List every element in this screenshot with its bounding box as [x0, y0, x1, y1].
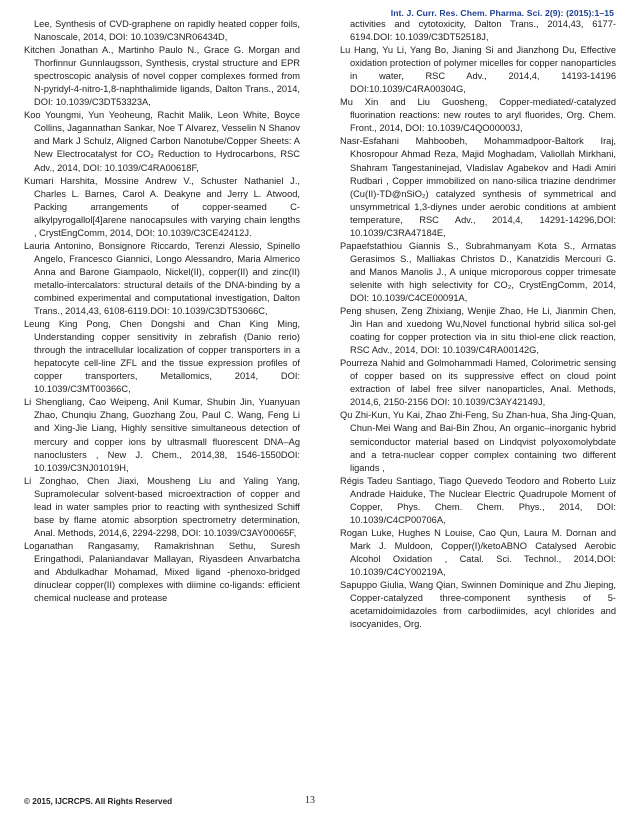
reference-item: Lu Hang, Yu Li, Yang Bo, Jianing Si and Jianzhong Du, Effective oxidation protection of polymer micelles for copper nanoparticles in water, RSC Adv., 2014,4, 14193-14196 DOI:10.1039/C4RA00304G,	[340, 45, 616, 95]
reference-item: Peng shusen, Zeng Zhixiang, Wenjie Zhao, He Li, Jianmin Chen, Jin Han and xuedong Wu,Novel functional hybrid silica sol-gel coating for copper protection via in situ thiol-ene click reaction, RSC Adv., 2014, DOI: 10.1039/C4RA00142G,	[340, 306, 616, 356]
reference-item: Qu Zhi-Kun, Yu Kai, Zhao Zhi-Feng, Su Zhan-hua, Sha Jing-Quan, Chun-Mei Wang and Bai-Bin Zhou, An organic–inorganic hybrid semiconductor material based on Lindqvist polyoxomolybdate and a tetra-nuclear copper complex containing two different ligands ,	[340, 410, 616, 473]
reference-item: Mu Xin and Liu Guosheng, Copper-mediated/-catalyzed fluorination reactions: new routes to aryl fluorides, Org. Chem. Front., 2014, DOI: 10.1039/C4QO00003J,	[340, 97, 616, 134]
reference-item: Li Shengliang, Cao Weipeng, Anil Kumar, Shubin Jin, Yuanyuan Zhao, Chunqiu Zhang, Guozhang Zou, Paul C. Wang, Feng Li and Xing-Jie Liang, Highly sensitive simultaneous detection of mercury and copper ions by ultrasmall fluorescent DNA–Ag nanoclusters , New J. Chem., 2014,38, 1546-1550DOI: 10.1039/C3NJ01019H,	[24, 397, 300, 473]
reference-item: Lauria Antonino, Bonsignore Riccardo, Terenzi Alessio, Spinello Angelo, Francesco Giannici, Longo Alessandro, Maria Almerico Anna and Barone Giampaolo, Nickel(II), copper(II) and zinc(II) metallo-intercalators: structural details of the DNA-binding by a combined experimental and computational investigation, Dalton Trans., 2014,43, 6108-6119.DOI: 10.1039/C3DT53066C,	[24, 240, 300, 317]
reference-item: Lee, Synthesis of CVD-graphene on rapidly heated copper foils, Nanoscale, 2014, DOI: 10.1039/C3NR06434D,	[34, 19, 300, 43]
reference-item: Li Zonghao, Chen Jiaxi, Mousheng Liu and Yaling Yang, Supramolecular solvent-based microextraction of copper and lead in water samples prior to reacting with synthesized Schiff base by flame atomic absorption spectrometry determination, Anal. Methods, 2014,6, 2294-2298, DOI: 10.1039/C3AY00065F,	[24, 475, 300, 538]
reference-item: Régis Tadeu Santiago, Tiago Quevedo Teodoro and Roberto Luiz Andrade Haiduke, The Nuclear Electric Quadrupole Moment of Copper, Phys. Chem. Chem. Phys., 2014, DOI: 10.1039/C4CP00706A,	[340, 475, 616, 525]
journal-header: Int. J. Curr. Res. Chem. Pharma. Sci. 2(9): (2015):1–15	[390, 8, 614, 18]
reference-item: Loganathan Rangasamy, Ramakrishnan Sethu, Suresh Eringathodi, Palaniandavar Mallayan, Riyasdeen Anvarbatcha and Abdulkadhar Mohamad, Mixed ligand -phenoxo-bridged dinuclear copper(II) complexes with diimine co-ligands: efficient chemical nuclease and protease	[24, 540, 300, 604]
reference-item: Koo Youngmi, Yun Yeoheung, Rachit Malik, Leon White, Boyce Collins, Jagannathan Sankar, Noe T Alvarez, Vesselin N Shanov and Mark J Schulz, Aligned Carbon Nanotube/Copper Sheets: A New Electrocatalyst for CO₂ Reduction to Hydrocarbons, RSC Adv., 2014, DOI: 10.1039/C4RA00618F,	[24, 110, 300, 173]
reference-item: Leung King Pong, Chen Dongshi and Chan King Ming, Understanding copper sensitivity in zebrafish (Danio rerio) through the intracellular localization of copper transporters in a hepatocyte cell-line ZFL and the tissue expression profiles of copper transporters, Metallomics, 2014, DOI: 10.1039/C3MT00366C,	[24, 319, 300, 395]
reference-item: activities and cytotoxicity, Dalton Trans., 2014,43, 6177-6194.DOI: 10.1039/C3DT52518J,	[350, 19, 616, 43]
reference-item: Rogan Luke, Hughes N Louise, Cao Qun, Laura M. Dornan and Mark J. Muldoon, Copper(I)/ketoABNO Catalysed Aerobic Alcohol Oxidation , Catal. Sci. Technol., 2014,DOI: 10.1039/C4CY00219A,	[340, 527, 616, 577]
reference-item: Nasr-Esfahani Mahboobeh, Mohammadpoor-Baltork Iraj, Khosropour Ahmad Reza, Majid Moghadam, Valiollah Mirkhani, Shahram Tangestaninejad, Vladislav Agabekov and Hadi Amiri Rudbari , Copper immobilized on nano-silica triazine dendrimer (Cu(II)-TD@nSiO₂) catalyzed synthesis of symmetrical and unsymmetrical 1,3-diynes under aerobic conditions at ambient temperature, RSC Adv., 2014,4, 14291-14296,DOI: 10.1039/C3RA47184E,	[340, 136, 616, 238]
reference-item: Papaefstathiou Giannis S., Subrahmanyam Kota S., Armatas Gerasimos S., Malliakas Christos D., Kanatzidis Mercouri G. and Manos Manolis J., A unique microporous copper trimesate selenite with high selectivity for CO₂, CrystEngComm, 2014, DOI: 10.1039/C4CE00091A,	[340, 240, 616, 303]
reference-item: Sapuppo Giulia, Wang Qian, Swinnen Dominique and Zhu Jieping, Copper-catalyzed three-component synthesis of 5-acetamidoimidazoles from carbodiimides, acyl chlorides and isocyanides, Org.	[340, 580, 616, 630]
reference-item: Kumari Harshita, Mossine Andrew V., Schuster Nathaniel J., Charles L. Barnes, Carol A. Deakyne and Jerry L. Atwood, Packing arrangements of copper-seamed C-alkylpyrogallol[4]arene nanocapsules with varying chain lengths , CrystEngComm, 2014, DOI: 10.1039/C3CE42412J.	[24, 175, 300, 238]
reference-item: Kitchen Jonathan A., Martinho Paulo N., Grace G. Morgan and Thorfinnur Gunnlaugsson, Synthesis, crystal structure and EPR spectroscopic analysis of novel copper complexes formed from N-pyridyl-4-nitro-1,8-naphthalimide ligands, Dalton Trans., 2014, DOI: 10.1039/C3DT53323A,	[24, 45, 300, 108]
references-right-column	[340, 18, 616, 631]
copyright-footer: © 2015, IJCRCPS. All Rights Reserved	[24, 797, 173, 806]
references-left-column	[24, 18, 300, 605]
reference-item: Pourreza Nahid and Golmohammadi Hamed, Colorimetric sensing of copper based on its suppressive effect on cloud point extraction of label free silver nanoparticles, Anal. Methods, 2014,6, 2150-2156 DOI: 10.1039/C3AY42149J,	[340, 358, 616, 408]
page-number: 13	[305, 795, 315, 806]
